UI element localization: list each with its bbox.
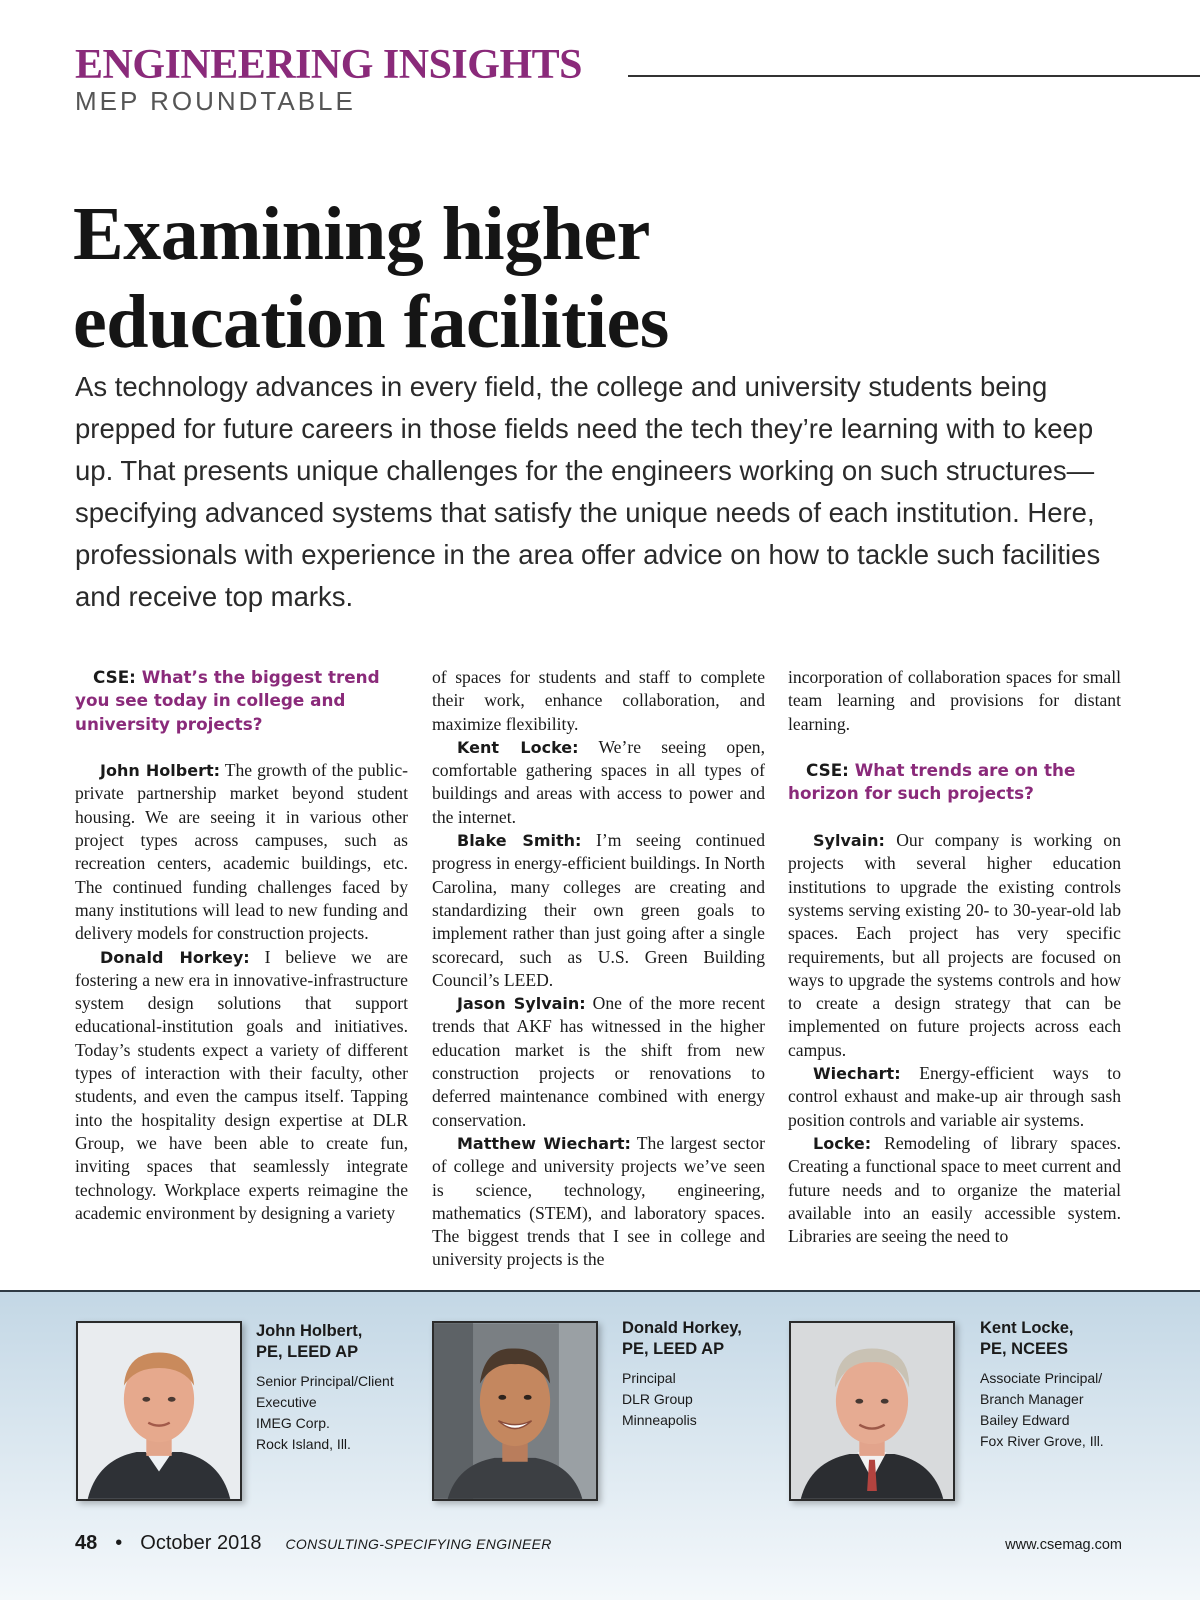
continued-paragraph: incorporation of collaboration spaces for small team learning and provisions for distant learning. xyxy=(788,667,1121,734)
answer-paragraph xyxy=(432,992,765,1132)
answer-paragraph xyxy=(75,946,408,1226)
text-column-2 xyxy=(432,666,765,1272)
speaker-name: Matthew Wiechart: xyxy=(457,1133,631,1153)
bio-details xyxy=(980,1368,1170,1452)
answer-paragraph xyxy=(432,736,765,829)
speaker-name: Locke: xyxy=(813,1133,872,1153)
answer-text: I’m seeing continued progress in energy-efficient buildings. In North Carolina, many colleges are creating and standardizing their own green goals to implement rather than just going after a single scorecard, such as U.S. Green Building Council’s LEED. xyxy=(432,830,765,990)
answer-text: One of the more recent trends that AKF has witnessed in the higher education market is the shift from new construction projects or renovations to deferred maintenance combined with energy conservation. xyxy=(432,993,765,1130)
headshot-kent-locke xyxy=(789,1321,955,1501)
answer-text: Energy-efficient ways to control exhaust and make-up air through sash position controls and variable air systems. xyxy=(788,1063,1121,1130)
answer-text: We’re seeing open, comfortable gathering spaces in all types of buildings and areas with access to power and the internet. xyxy=(432,736,765,827)
answer-paragraph xyxy=(788,1062,1121,1132)
article-headline xyxy=(73,190,1073,366)
text-column-1 xyxy=(75,666,408,1225)
bio-john-holbert xyxy=(256,1321,446,1455)
bio-details xyxy=(622,1368,812,1431)
bio-location: Minneapolis xyxy=(622,1412,697,1428)
headline-line-1: Examining higher xyxy=(73,192,650,276)
person-photo-icon xyxy=(791,1323,953,1499)
speaker-name: Wiechart: xyxy=(813,1064,901,1084)
section-title: ENGINEERING INSIGHTS xyxy=(75,42,582,88)
bio-location: Fox River Grove, Ill. xyxy=(980,1433,1104,1449)
bio-title: Senior Principal/Client xyxy=(256,1373,394,1389)
bio-title: Principal xyxy=(622,1370,676,1386)
page-footer xyxy=(75,1530,552,1557)
website-link[interactable]: www.csemag.com xyxy=(1005,1537,1122,1553)
person-photo-icon xyxy=(434,1323,596,1499)
question-text: What’s the biggest trend you see today in college and university projects? xyxy=(75,667,380,734)
speaker-name: Kent Locke: xyxy=(457,737,579,757)
bio-company: Bailey Edward xyxy=(980,1412,1070,1428)
bio-title: Associate Principal/ xyxy=(980,1370,1103,1386)
issue-date: October 2018 xyxy=(140,1532,262,1554)
bio-name xyxy=(980,1318,1170,1359)
answer-paragraph xyxy=(75,759,408,945)
speaker-name: John Holbert: xyxy=(100,761,221,781)
speaker-name: Sylvain: xyxy=(813,831,885,851)
bio-name-line: Donald Horkey, xyxy=(622,1319,742,1337)
bio-donald-horkey xyxy=(622,1318,812,1431)
bullet-separator: • xyxy=(115,1532,123,1554)
continued-paragraph: of spaces for students and staff to complete their work, enhance collaboration, and maximize flexibility. xyxy=(432,667,765,734)
bio-credentials: PE, NCEES xyxy=(980,1339,1069,1358)
bio-title: Branch Manager xyxy=(980,1391,1084,1407)
answer-text: Our company is working on projects with several higher education institutions to upgrade the existing controls systems serving existing 20- to 30-year-old lab spaces. Each project has very specific requirements, but all projects are focused on ways to upgrade the systems controls and how to create a design strategy that can be implemented on future projects across each campus. xyxy=(788,830,1121,1060)
bio-name xyxy=(622,1318,812,1359)
bio-company: IMEG Corp. xyxy=(256,1415,330,1431)
bio-credentials: PE, LEED AP xyxy=(622,1339,725,1358)
article-deck: As technology advances in every field, the college and university students being prepped for future careers in those fields need the tech they’re learning with to keep up. That presents unique challenges for the engineers working on such structures—specifying advanced systems that satisfy the unique needs of each institution. Here, professionals with experience in the area offer advice on how to tackle such facilities and receive top marks. xyxy=(75,371,1101,612)
bio-location: Rock Island, Ill. xyxy=(256,1436,351,1452)
answer-text: The growth of the public-private partnership market beyond student housing. We are seeing it in various other project types across campuses, such as recreation centers, academic buildings, etc. The continued funding challenges faced by many institutions will lead to new funding and delivery models for construction projects. xyxy=(75,760,408,944)
answer-text: Remodeling of library spaces. Creating a functional space to meet current and future needs and to organize the material available into an easily accessible system. Libraries are seeing the need to xyxy=(788,1132,1121,1247)
bio-company: DLR Group xyxy=(622,1391,693,1407)
question-2 xyxy=(788,759,1121,806)
page-number: 48 xyxy=(75,1532,98,1554)
headshot-donald-horkey xyxy=(432,1321,598,1501)
bio-name xyxy=(256,1321,446,1362)
speaker-name: Donald Horkey: xyxy=(100,947,250,967)
headline-line-2: education facilities xyxy=(73,280,669,364)
bio-details xyxy=(256,1371,446,1455)
headshot-john-holbert xyxy=(76,1321,242,1501)
speaker-name: Jason Sylvain: xyxy=(457,994,586,1014)
speaker-name: Blake Smith: xyxy=(457,831,582,851)
bio-kent-locke xyxy=(980,1318,1170,1452)
publication-name: CONSULTING-SPECIFYING ENGINEER xyxy=(285,1536,552,1552)
header-rule xyxy=(628,75,1200,77)
bio-name-line: Kent Locke, xyxy=(980,1319,1074,1337)
answer-paragraph xyxy=(432,829,765,992)
answer-text: I believe we are fostering a new era in innovative-infrastructure system design solutions that support educational-institution goals and initiatives. Today’s students expect a variety of different types of interaction with their faculty, other students, and even the campus itself. Tapping into the hospitality design expertise at DLR Group, we have been able to create fun, inviting spaces that seamlessly integrate technology. Workplace experts reimagine the academic environment by designing a variety xyxy=(75,946,408,1223)
bio-title: Executive xyxy=(256,1394,317,1410)
paragraph-gap xyxy=(788,736,1121,759)
answer-text: The largest sector of college and university projects we’ve seen is science, technology, engineering, mathematics (STEM), and laboratory spaces. The biggest trends that I see in college and university projects is the xyxy=(432,1132,765,1270)
answer-paragraph xyxy=(788,1132,1121,1248)
answer-paragraph xyxy=(432,1132,765,1272)
bio-name-line: John Holbert, xyxy=(256,1322,363,1340)
question-text: What trends are on the horizon for such projects? xyxy=(788,760,1076,804)
section-subtitle: MEP ROUNDTABLE xyxy=(75,86,356,116)
text-column-3 xyxy=(788,666,1121,1248)
question-1 xyxy=(75,666,408,736)
question-prefix: CSE: xyxy=(93,667,136,687)
question-prefix: CSE: xyxy=(806,760,849,781)
person-photo-icon xyxy=(78,1323,240,1499)
answer-paragraph xyxy=(788,829,1121,1062)
bio-credentials: PE, LEED AP xyxy=(256,1342,359,1361)
